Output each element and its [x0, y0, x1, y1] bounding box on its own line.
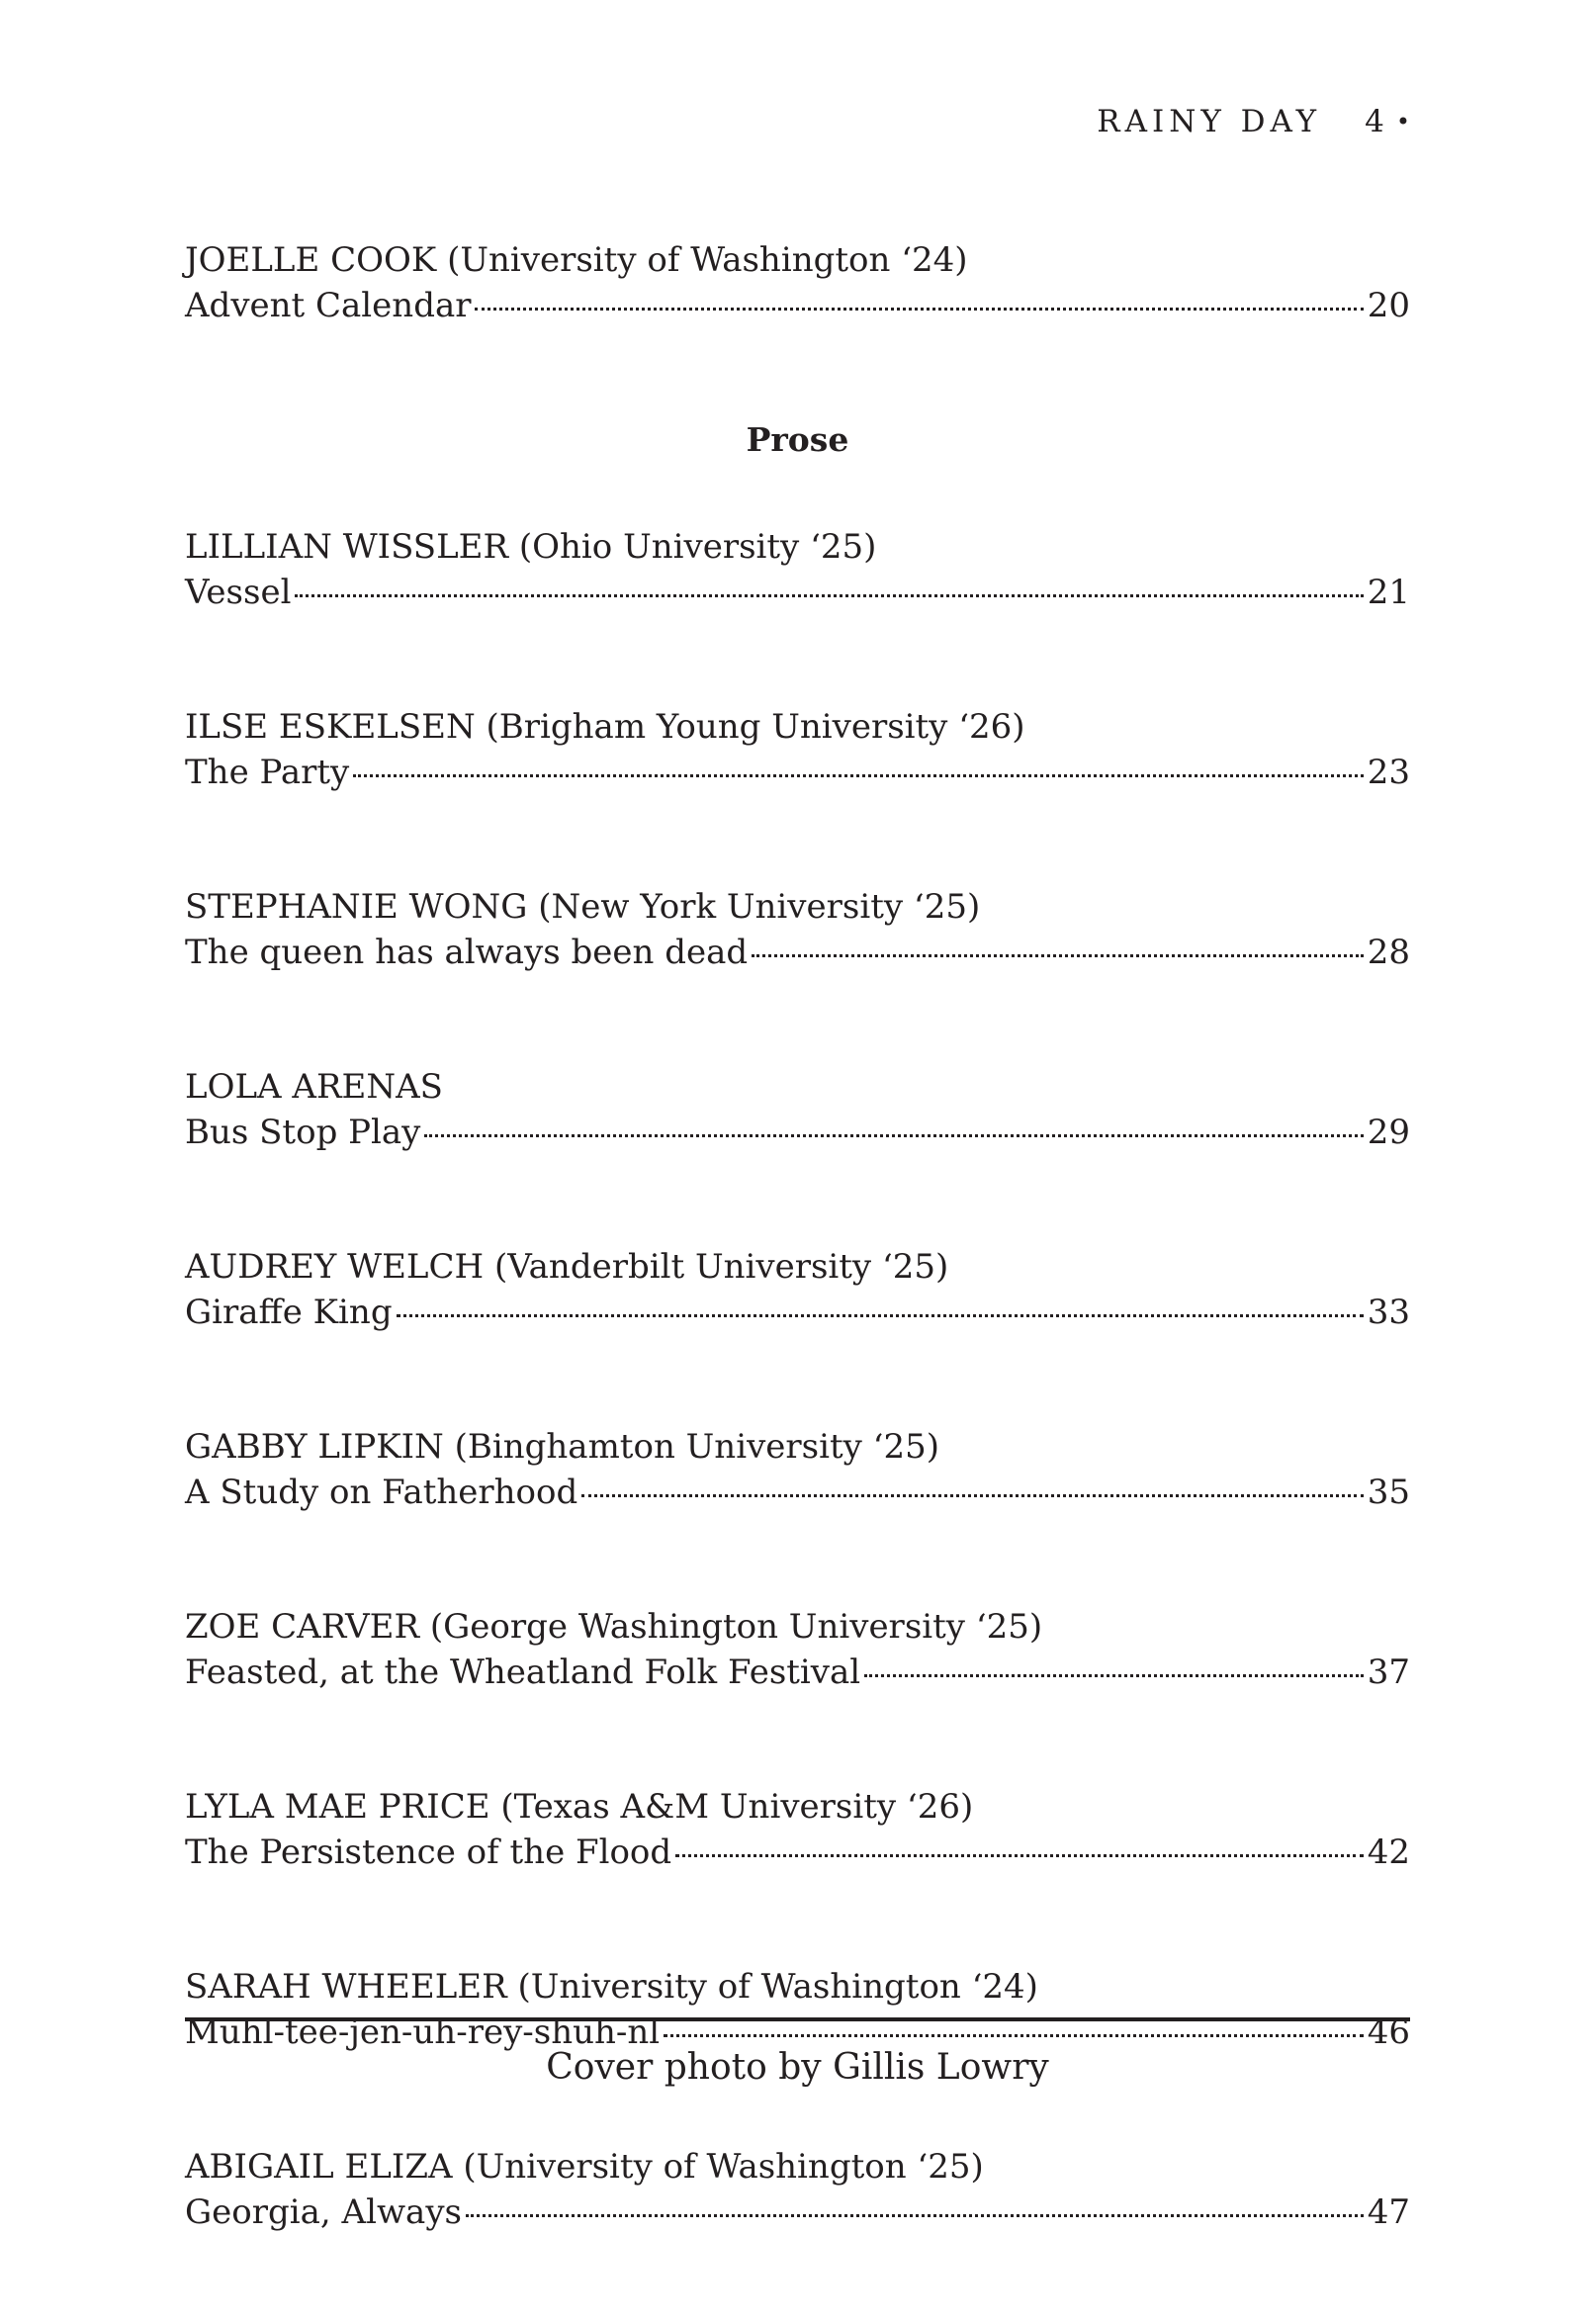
- footer-divider: [185, 2017, 1410, 2021]
- running-head: [1097, 104, 1410, 139]
- toc-page: 35: [1367, 1473, 1410, 1512]
- toc-line[interactable]: [185, 1650, 1410, 1695]
- running-title: RAINY DAY: [1097, 104, 1322, 139]
- toc-title: Advent Calendar: [185, 286, 472, 325]
- toc-title: Giraffe King: [185, 1293, 393, 1332]
- toc-author: GABBY LIPKIN (Binghamton University ‘25): [185, 1427, 939, 1467]
- toc-author: STEPHANIE WONG (New York University ‘25): [185, 887, 981, 927]
- toc-page: 20: [1367, 286, 1410, 325]
- toc-author: AUDREY WELCH (Vanderbilt University ‘25): [185, 1247, 949, 1287]
- dot-leader: [864, 1674, 1364, 1677]
- toc-page: 29: [1367, 1113, 1410, 1152]
- dot-leader: [397, 1314, 1364, 1317]
- toc-page: 46: [1367, 2012, 1410, 2052]
- toc-entry: [185, 704, 1410, 795]
- toc-entry: [185, 237, 1410, 328]
- toc-entry: [185, 1064, 1410, 1155]
- toc-entry: [185, 1424, 1410, 1515]
- toc-line[interactable]: [185, 930, 1410, 975]
- toc-entry: [185, 524, 1410, 615]
- toc-line[interactable]: [185, 1110, 1410, 1155]
- page-number: 4: [1365, 104, 1384, 139]
- toc-line[interactable]: [185, 750, 1410, 795]
- toc-page: 47: [1367, 2192, 1410, 2232]
- toc-author: ZOE CARVER (George Washington University ‘25): [185, 1607, 1043, 1647]
- toc-line[interactable]: [185, 1290, 1410, 1335]
- toc-line[interactable]: [185, 2190, 1410, 2235]
- page-number-group: [1365, 104, 1410, 139]
- toc-title: The queen has always been dead: [185, 933, 749, 972]
- section-heading-prose: Prose: [746, 420, 849, 459]
- toc-page: 21: [1367, 573, 1410, 612]
- toc-page: 23: [1367, 753, 1410, 792]
- toc-author: SARAH WHEELER (University of Washington ‘24): [185, 1967, 1038, 2007]
- toc-entry: [185, 1244, 1410, 1335]
- toc-title: Muhl-tee-jen-uh-rey-shuh-nl: [185, 2012, 661, 2052]
- toc-author: LOLA ARENAS: [185, 1067, 443, 1107]
- toc-title: Georgia, Always: [185, 2192, 462, 2232]
- toc-author: JOELLE COOK (University of Washington ‘24): [185, 240, 968, 280]
- toc-page: 42: [1367, 1832, 1410, 1872]
- toc-entry: [185, 884, 1410, 975]
- toc-title: A Study on Fatherhood: [185, 1473, 578, 1512]
- dot-leader: [752, 954, 1364, 957]
- toc-author: ILSE ESKELSEN (Brigham Young University ‘26): [185, 707, 1025, 747]
- dot-leader: [675, 1854, 1364, 1857]
- toc-line[interactable]: [185, 570, 1410, 615]
- toc-title: Vessel: [185, 573, 292, 612]
- dot-leader: [424, 1134, 1363, 1137]
- dot-leader: [581, 1494, 1363, 1497]
- toc-page: 33: [1367, 1293, 1410, 1332]
- toc-title: The Party: [185, 753, 350, 792]
- toc-line[interactable]: [185, 1470, 1410, 1515]
- toc-author: ABIGAIL ELIZA (University of Washington ‘25): [185, 2147, 984, 2187]
- toc-entry: [185, 1964, 1410, 2055]
- table-of-contents: [185, 237, 1410, 2324]
- toc-line[interactable]: [185, 283, 1410, 328]
- toc-title: Bus Stop Play: [185, 1113, 421, 1152]
- toc-author: LYLA MAE PRICE (Texas A&M University ‘26): [185, 1787, 974, 1827]
- cover-photo-credit: Cover photo by Gillis Lowry: [546, 2047, 1049, 2088]
- toc-entry: [185, 2144, 1410, 2235]
- dot-leader: [295, 594, 1363, 597]
- toc-title: The Persistence of the Flood: [185, 1832, 672, 1872]
- toc-line[interactable]: [185, 1830, 1410, 1875]
- dot-leader: [475, 308, 1363, 311]
- toc-title: Feasted, at the Wheatland Folk Festival: [185, 1653, 861, 1692]
- toc-entry: [185, 1784, 1410, 1875]
- bullet-icon: •: [1395, 108, 1410, 135]
- toc-page: 28: [1367, 933, 1410, 972]
- dot-leader: [664, 2034, 1364, 2037]
- dot-leader: [466, 2214, 1364, 2217]
- toc-author: LILLIAN WISSLER (Ohio University ‘25): [185, 527, 877, 567]
- toc-entry: [185, 1604, 1410, 1695]
- toc-page: 37: [1367, 1653, 1410, 1692]
- dot-leader: [353, 774, 1363, 777]
